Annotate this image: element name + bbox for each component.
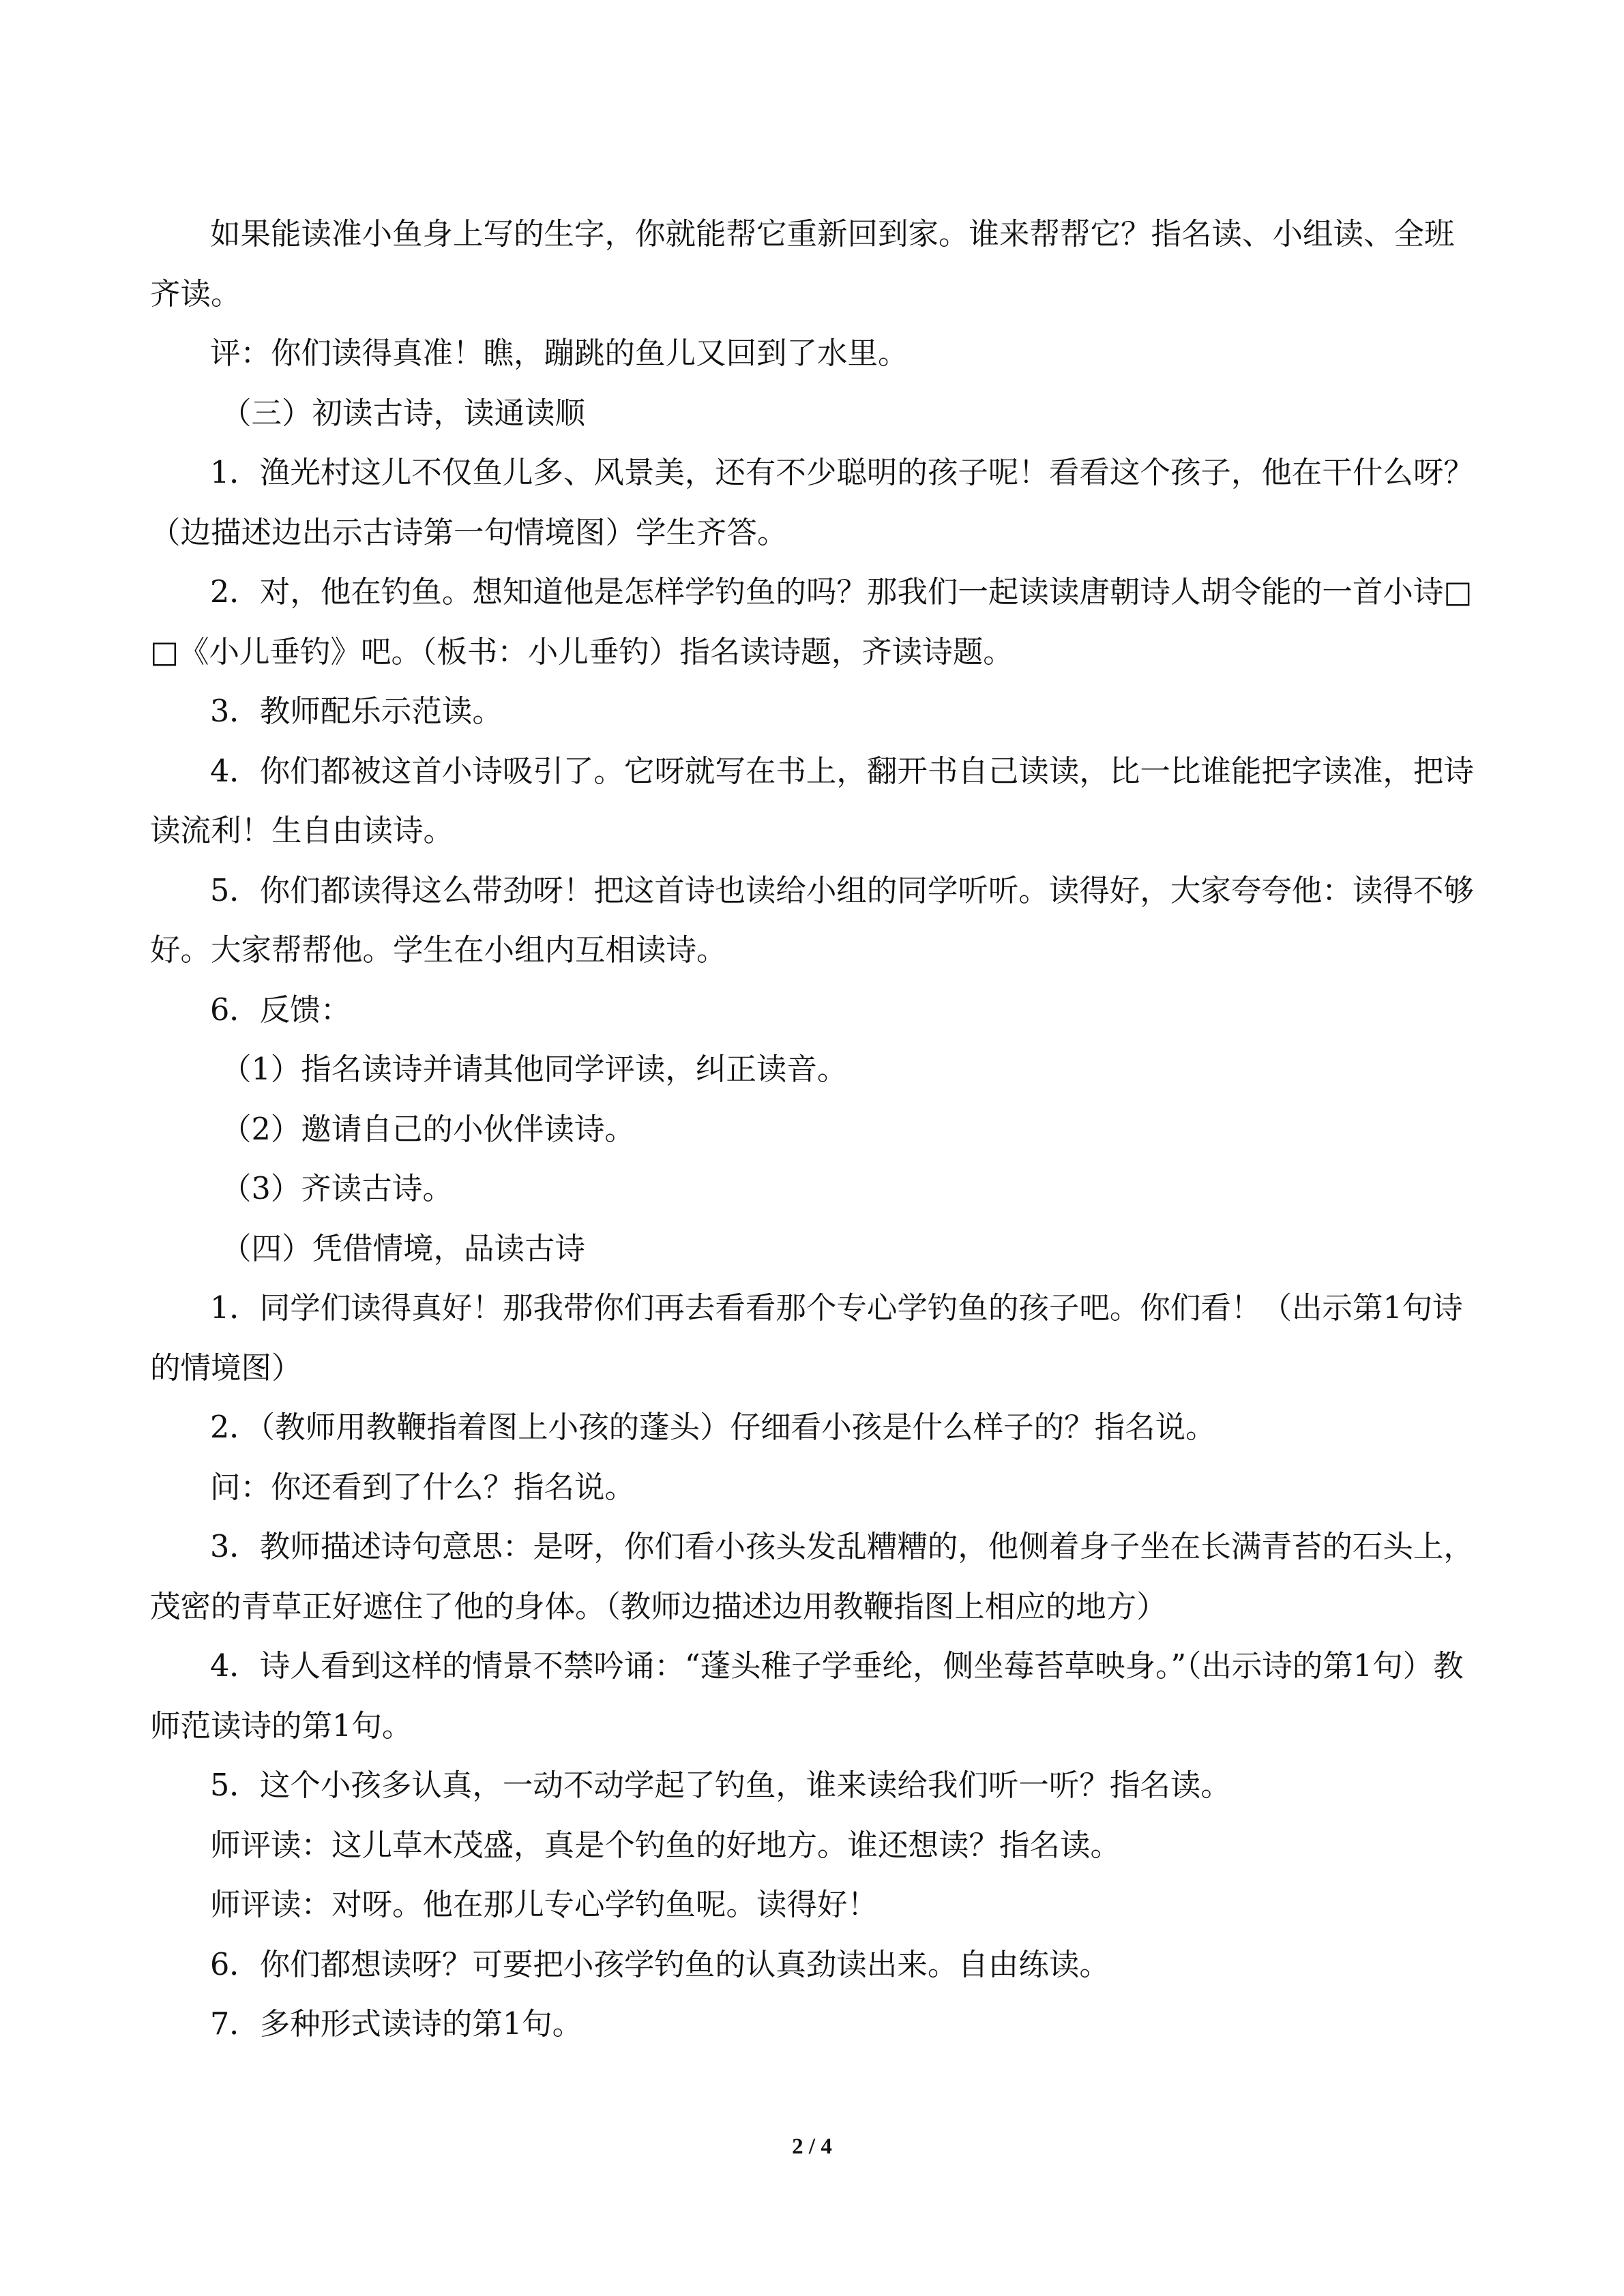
paragraph: 师评读：这儿草木茂盛，真是个钓鱼的好地方。谁还想读？指名读。	[210, 1828, 1121, 1863]
paragraph: 4．诗人看到这样的情景不禁吟诵：“蓬头稚子学垂纶，侧坐莓苔草映身。”（出示诗的第1句）教师范读诗的第1句。	[150, 1649, 1464, 1744]
paragraph: 1．渔光村这儿不仅鱼儿多、风景美，还有不少聪明的孩子呢！看看这个孩子，他在干什么呀？（边描述边出示古诗第一句情境图）学生齐答。	[150, 456, 1474, 550]
paragraph: 3．教师描述诗句意思：是呀，你们看小孩头发乱糟糟的，他侧着身子坐在长满青苔的石头上，茂密的青草正好遮住了他的身体。（教师边描述边用教鞭指图上相应的地方）	[150, 1530, 1474, 1624]
paragraph: 1．同学们读得真好！那我带你们再去看看那个专心学钓鱼的孩子吧。你们看！（出示第1句诗的情境图）	[150, 1291, 1463, 1386]
paragraph: 2．对，他在钓鱼。想知道他是怎样学钓鱼的吗？那我们一起读读唐朝诗人胡令能的一首小诗□□《小儿垂钓》吧。（板书：小儿垂钓）指名读诗题，齐读诗题。	[150, 575, 1473, 670]
page-number: 2 / 4	[792, 2134, 832, 2159]
paragraph: 6．你们都想读呀？可要把小孩学钓鱼的认真劲读出来。自由练读。	[210, 1947, 1110, 1982]
paragraph: 5．你们都读得这么带劲呀！把这首诗也读给小组的同学听听。读得好，大家夸夸他：读得不够好。大家帮帮他。学生在小组内互相读诗。	[150, 873, 1474, 968]
paragraph: 3．教师配乐示范读。	[210, 694, 503, 729]
list-item: （2）邀请自己的小伙伴读诗。	[221, 1112, 635, 1147]
paragraph: 评：你们读得真准！瞧，蹦跳的鱼儿又回到了水里。	[210, 336, 909, 371]
section-heading: （四）凭借情境，品读古诗	[221, 1231, 586, 1266]
section-heading: （三）初读古诗，读通读顺	[221, 396, 586, 431]
paragraph: 2．（教师用教鞭指着图上小孩的蓬头）仔细看小孩是什么样子的？指名说。	[210, 1410, 1216, 1445]
list-item: （1）指名读诗并请其他同学评读，纠正读音。	[221, 1052, 848, 1087]
paragraph: 问：你还看到了什么？指名说。	[210, 1470, 636, 1505]
paragraph: 7．多种形式读诗的第1句。	[210, 2007, 583, 2042]
paragraph: 5．这个小孩多认真，一动不动学起了钓鱼，谁来读给我们听一听？指名读。	[210, 1768, 1231, 1803]
document-body	[150, 205, 1477, 2055]
paragraph: 4．你们都被这首小诗吸引了。它呀就写在书上，翻开书自己读读，比一比谁能把字读准，把诗读流利！生自由读诗。	[150, 754, 1474, 848]
paragraph: 师评读：对呀。他在那儿专心学钓鱼呢。读得好！	[210, 1888, 879, 1922]
paragraph: 6．反馈：	[210, 992, 351, 1028]
paragraph: 如果能读准小鱼身上写的生字，你就能帮它重新回到家。谁来帮帮它？指名读、小组读、全班齐读。	[150, 217, 1455, 312]
list-item: （3）齐读古诗。	[221, 1172, 453, 1206]
